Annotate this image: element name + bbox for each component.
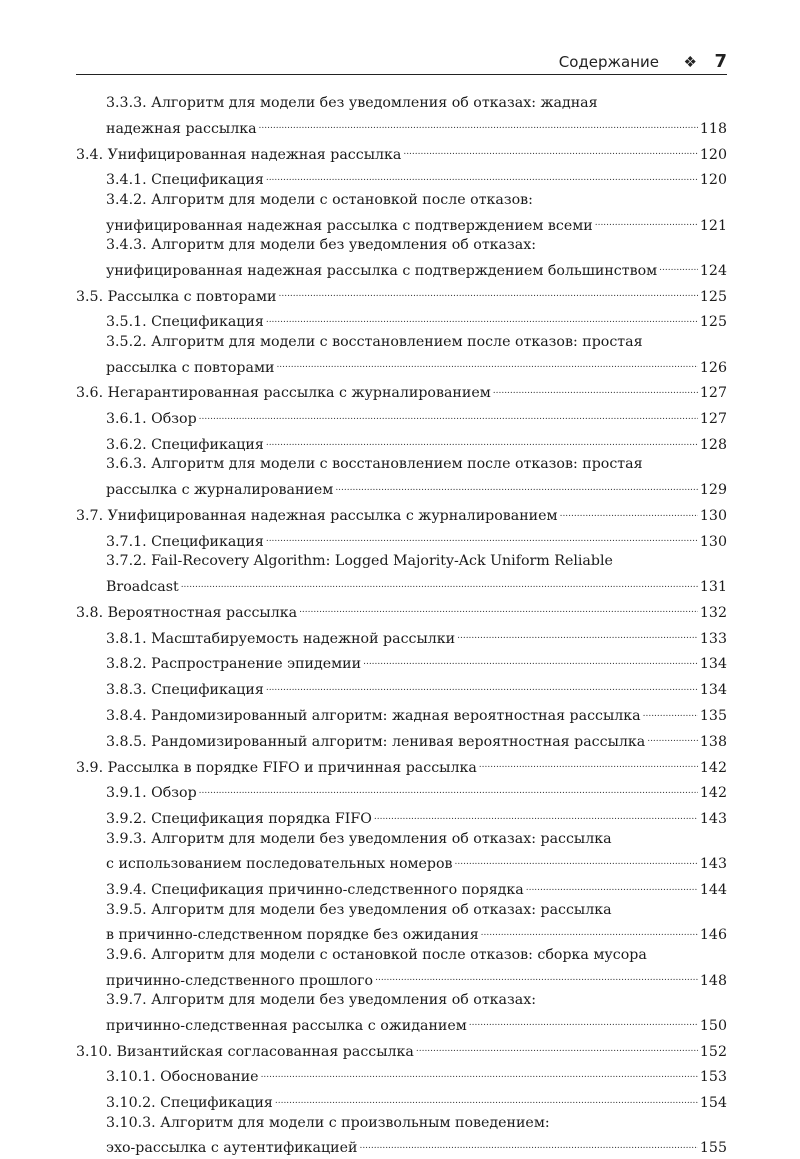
toc-page-number: 134 (699, 656, 727, 673)
toc-entry-text: 3.7.1. Спецификация (106, 533, 264, 550)
toc-entry-text: 3.6.2. Спецификация (106, 436, 264, 453)
toc-entry[interactable] (76, 778, 727, 804)
toc-page-number: 127 (699, 411, 727, 428)
toc-page-number: 135 (699, 707, 727, 724)
toc-entry-text: унифицированная надежная рассылка с подтверждением большинством (106, 262, 658, 279)
toc-page-number: 127 (699, 385, 727, 402)
toc-entry-text: 3.4. Унифицированная надежная рассылка (76, 146, 402, 163)
dot-leader (457, 623, 698, 642)
toc-entry-text: 3.10. Византийская согласованная рассылка (76, 1043, 414, 1060)
toc-page-number: 125 (699, 288, 727, 305)
toc-entry-text: эхо-рассылка с аутентификацией (106, 1140, 358, 1157)
ornament-icon: ❖ (683, 53, 697, 71)
toc-entry[interactable] (76, 139, 727, 165)
toc-page-number: 132 (699, 604, 727, 621)
toc-entry-text: 3.8.2. Распространение эпидемии (106, 656, 362, 673)
dot-leader (595, 210, 698, 229)
toc-entry-text: 3.10.1. Обоснование (106, 1069, 259, 1086)
dot-leader (276, 352, 697, 371)
toc-entry[interactable] (76, 1088, 727, 1114)
toc-entry-text: 3.5. Рассылка с повторами (76, 288, 277, 305)
toc-page-number: 142 (699, 785, 727, 802)
toc-page-number: 146 (699, 927, 727, 944)
dot-leader (266, 675, 698, 694)
toc-entry[interactable] (76, 649, 727, 675)
toc-page-number: 120 (699, 172, 727, 189)
dot-leader (526, 875, 698, 894)
dot-leader (181, 572, 698, 591)
toc-entry[interactable] (76, 281, 727, 307)
toc-entry[interactable] (76, 191, 727, 236)
toc-entry-text: 3.9.1. Обзор (106, 785, 197, 802)
toc-entry[interactable] (76, 1036, 727, 1062)
toc-entry-text: 3.5.2. Алгоритм для модели с восстановлением после отказов: простая (106, 333, 643, 350)
dot-leader (266, 430, 698, 449)
page-number: 7 (714, 51, 727, 72)
toc-entry-text: причинно-следственная рассылка с ожиданием (106, 1017, 467, 1034)
toc-entry-text: 3.8.1. Масштабируемость надежной рассылки (106, 630, 456, 647)
toc-page-number: 130 (699, 533, 727, 550)
toc-entry-text: в причинно-следственном порядке без ожидания (106, 927, 479, 944)
toc-entry-text: 3.5.1. Спецификация (106, 314, 264, 331)
dot-leader (560, 501, 698, 520)
toc-entry-text: 3.8.5. Рандомизированный алгоритм: ленивая вероятностная рассылка (106, 733, 646, 750)
dot-leader (299, 597, 698, 616)
toc-entry[interactable] (76, 333, 727, 378)
toc-entry[interactable] (76, 455, 727, 500)
header-title: Содержание (558, 53, 659, 71)
dot-leader (275, 1088, 698, 1107)
toc-entry[interactable] (76, 1114, 727, 1159)
toc-entry-text: 3.8.3. Спецификация (106, 682, 264, 699)
toc-entry[interactable] (76, 752, 727, 778)
toc-entry[interactable] (76, 597, 727, 623)
dot-leader (363, 649, 698, 668)
toc-entry[interactable] (76, 378, 727, 404)
toc-page-number: 134 (699, 682, 727, 699)
toc-page-number: 150 (699, 1017, 727, 1034)
dot-leader (455, 849, 698, 868)
dot-leader (481, 920, 698, 939)
dot-leader (359, 1133, 697, 1152)
dot-leader (266, 165, 698, 184)
dot-leader (259, 113, 698, 132)
toc-entry[interactable] (76, 501, 727, 527)
toc-page-number: 153 (699, 1069, 727, 1086)
toc-page-number: 148 (699, 972, 727, 989)
toc-page-number: 130 (699, 507, 727, 524)
toc-entry-text: 3.4.2. Алгоритм для модели с остановкой после отказов: (106, 191, 533, 208)
toc-entry-text: 3.4.3. Алгоритм для модели без уведомления об отказах: (106, 237, 536, 253)
toc-entry[interactable] (76, 675, 727, 701)
toc-entry[interactable] (76, 901, 727, 946)
toc-entry-text: 3.9.2. Спецификация порядка FIFO (106, 811, 372, 828)
toc-entry-text: рассылка с повторами (106, 359, 275, 376)
dot-leader (375, 965, 698, 984)
toc-entry[interactable] (76, 1062, 727, 1088)
toc-page-number: 121 (699, 217, 727, 234)
dot-leader (647, 726, 698, 745)
dot-leader (416, 1036, 698, 1055)
dot-leader (469, 1010, 698, 1029)
toc-page-number: 143 (699, 811, 727, 828)
toc-entry[interactable] (76, 236, 727, 281)
toc-entry[interactable] (76, 94, 727, 139)
toc-page-number: 144 (699, 882, 727, 899)
dot-leader (335, 475, 698, 494)
toc-entry-text: 3.9.5. Алгоритм для модели без уведомления об отказах: рассылка (106, 901, 612, 918)
toc-page-number: 142 (699, 759, 727, 776)
toc-entry[interactable] (76, 991, 727, 1036)
toc-entry-text: 3.9.7. Алгоритм для модели без уведомления об отказах: (106, 991, 536, 1008)
toc-entry-text: с использованием последовательных номеров (106, 856, 453, 873)
dot-leader (659, 255, 698, 274)
toc-page-number: 152 (699, 1043, 727, 1060)
toc-page-number: 128 (699, 436, 727, 453)
toc-entry-text: 3.9. Рассылка в порядке FIFO и причинная рассылка (76, 759, 477, 776)
toc-entry-text: унифицированная надежная рассылка с подтверждением всеми (106, 217, 593, 234)
toc-page-number: 155 (699, 1140, 727, 1157)
toc-entry-text: 3.6.3. Алгоритм для модели с восстановлением после отказов: простая (106, 456, 643, 473)
toc-entry[interactable] (76, 526, 727, 552)
running-header (76, 52, 727, 75)
toc-entry-text: 3.7.2. Fail-Recovery Algorithm: Logged Majority-Ack Uniform Reliable (106, 553, 613, 570)
dot-leader (479, 752, 698, 771)
toc-entry-text: 3.7. Унифицированная надежная рассылка с журналированием (76, 507, 558, 524)
toc-entry[interactable] (76, 552, 727, 597)
dot-leader (266, 526, 698, 545)
toc-entry-text: 3.4.1. Спецификация (106, 172, 264, 189)
dot-leader (199, 778, 698, 797)
toc-entry-text: причинно-следственного прошлого (106, 972, 374, 989)
toc-page-number: 120 (699, 146, 727, 163)
toc-entry-text: 3.10.3. Алгоритм для модели с произвольным поведением: (106, 1114, 550, 1131)
toc-entry-text: 3.8.4. Рандомизированный алгоритм: жадная вероятностная рассылка (106, 707, 641, 724)
dot-leader (403, 139, 698, 158)
toc-page-number: 154 (699, 1095, 727, 1112)
toc-entry-text: Broadcast (106, 578, 179, 595)
toc-entry[interactable] (76, 804, 727, 830)
dot-leader (261, 1062, 698, 1081)
toc-page-number: 143 (699, 856, 727, 873)
toc-page-number: 133 (699, 630, 727, 647)
toc-entry-text: 3.6. Негарантированная рассылка с журналированием (76, 385, 491, 402)
dot-leader (493, 378, 698, 397)
toc-entry[interactable] (76, 404, 727, 430)
toc-page-number: 124 (699, 262, 727, 279)
toc-entry[interactable] (76, 701, 727, 727)
toc-entry-text: рассылка с журналированием (106, 482, 334, 499)
toc-entry[interactable] (76, 623, 727, 649)
toc-entry-text: 3.10.2. Спецификация (106, 1095, 273, 1112)
toc-entry-text: 3.6.1. Обзор (106, 411, 197, 428)
dot-leader (278, 281, 697, 300)
toc-entry[interactable] (76, 726, 727, 752)
toc-entry-text: 3.9.4. Спецификация причинно-следственного порядка (106, 882, 524, 899)
toc-entry[interactable] (76, 875, 727, 901)
toc-page-number: 125 (699, 314, 727, 331)
toc-page-number: 138 (699, 733, 727, 750)
dot-leader (199, 404, 698, 423)
toc-entry-text: надежная рассылка (106, 120, 257, 137)
toc-entry[interactable] (76, 430, 727, 456)
toc-entry-text: 3.8. Вероятностная рассылка (76, 604, 298, 621)
toc-page-number: 118 (699, 120, 727, 137)
toc-entry[interactable] (76, 307, 727, 333)
toc-page-number: 129 (699, 482, 727, 499)
toc-page-number: 126 (699, 359, 727, 376)
toc-entry[interactable] (76, 830, 727, 875)
toc-entry-text: 3.9.3. Алгоритм для модели без уведомления об отказах: рассылка (106, 830, 612, 847)
toc-entry[interactable] (76, 946, 727, 991)
toc-page-number: 131 (699, 578, 727, 595)
dot-leader (643, 701, 698, 720)
toc-entry[interactable] (76, 165, 727, 191)
table-of-contents (76, 94, 727, 1159)
toc-entry-text: 3.9.6. Алгоритм для модели с остановкой после отказов: сборка мусора (106, 946, 647, 963)
dot-leader (374, 804, 698, 823)
toc-entry-text: 3.3.3. Алгоритм для модели без уведомления об отказах: жадная (106, 95, 598, 111)
dot-leader (266, 307, 698, 326)
